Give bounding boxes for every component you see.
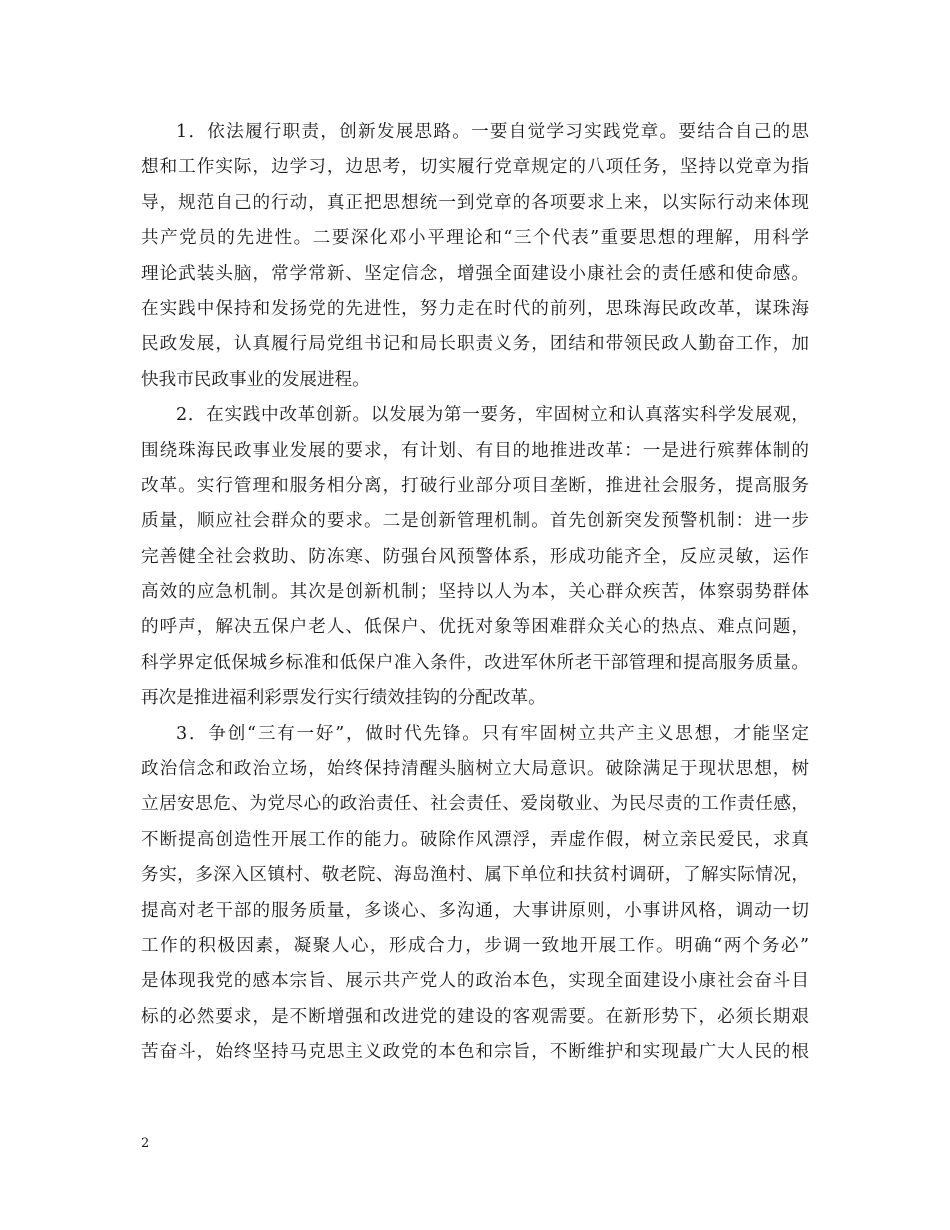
text-line: 在实践中保持和发扬党的先进性，努力走在时代的前列，思珠海民政改革，谋珠海 xyxy=(141,298,809,319)
text-line: 不断提高创造性开展工作的能力。破除作风漂浮，弄虚作假，树立亲民爱民，求真 xyxy=(141,829,809,850)
text-line: 提高对老干部的服务质量，多谈心、多沟通，大事讲原则，小事讲风格，调动一切 xyxy=(141,900,809,921)
text-line: 科学界定低保城乡标准和低保户准入条件，改进军休所老干部管理和提高服务质量。 xyxy=(141,652,809,673)
text-line: 政治信念和政治立场，始终保持清醒头脑树立大局意识。破除满足于现状思想，树 xyxy=(141,759,809,780)
text-line: 立居安思危、为党尽心的政治责任、社会责任、爱岗敬业、为民尽责的工作责任感， xyxy=(141,794,809,815)
text-line: 完善健全社会救助、防冻寒、防强台风预警体系，形成功能齐全，反应灵敏，运作 xyxy=(141,546,809,567)
text-line: 共产党员的先进性。二要深化邓小平理论和“三个代表”重要思想的理解，用科学 xyxy=(141,228,809,249)
text-line: 务实，多深入区镇村、敬老院、海岛渔村、属下单位和扶贫村调研，了解实际情况， xyxy=(141,865,809,886)
text-line: 导，规范自己的行动，真正把思想统一到党章的各项要求上来，以实际行动来体现 xyxy=(141,192,809,213)
text-line: 工作的积极因素，凝聚人心，形成合力，步调一致地开展工作。明确“两个务必” xyxy=(141,935,809,956)
text-line: 理论武装头脑，常学常新、坚定信念，增强全面建设小康社会的责任感和使命感。 xyxy=(141,263,809,284)
text-line: 高效的应急机制。其次是创新机制；坚持以人为本，关心群众疾苦，体察弱势群体 xyxy=(141,582,809,603)
text-line: 再次是推进福利彩票发行实行绩效挂钩的分配改革。 xyxy=(141,688,546,709)
text-line: 1．依法履行职责，创新发展思路。一要自觉学习实践党章。要结合自己的思 xyxy=(176,122,809,142)
text-line: 3．争创“三有一好”，做时代先锋。只有牢固树立共产主义思想，才能坚定 xyxy=(176,723,809,744)
text-line: 标的必然要求，是不断增强和改进党的建设的客观需要。在新形势下，必须长期艰 xyxy=(141,1006,809,1027)
document-body xyxy=(141,115,809,1071)
text-line: 质量，顺应社会群众的要求。二是创新管理机制。首先创新突发预警机制：进一步 xyxy=(141,511,809,532)
text-line: 改革。实行管理和服务相分离，打破行业部分项目垄断，推进社会服务，提高服务 xyxy=(141,475,809,496)
text-line: 围绕珠海民政事业发展的要求，有计划、有目的地推进改革：一是进行殡葬体制的 xyxy=(141,440,809,461)
page-number: 2 xyxy=(141,1136,150,1151)
text-line: 是体现我党的感本宗旨、展示共产党人的政治本色，实现全面建设小康社会奋斗目 xyxy=(141,971,809,992)
paragraph-3 xyxy=(141,717,809,1071)
paragraph-2 xyxy=(141,398,809,717)
text-line: 民政发展，认真履行局党组书记和局长职责义务，团结和带领民政人勤奋工作，加 xyxy=(141,334,809,355)
text-line: 苦奋斗，始终坚持马克思主义政党的本色和宗旨，不断维护和实现最广大人民的根 xyxy=(141,1042,809,1063)
paragraph-1 xyxy=(141,115,809,398)
text-line: 2．在实践中改革创新。以发展为第一要务，牢固树立和认真落实科学发展观， xyxy=(176,405,809,426)
text-line: 想和工作实际，边学习，边思考，切实履行党章规定的八项任务，坚持以党章为指 xyxy=(141,157,809,178)
text-line: 的呼声，解决五保户老人、低保户、优抚对象等困难群众关心的热点、难点问题， xyxy=(141,617,809,638)
text-line: 快我市民政事业的发展进程。 xyxy=(141,369,370,390)
